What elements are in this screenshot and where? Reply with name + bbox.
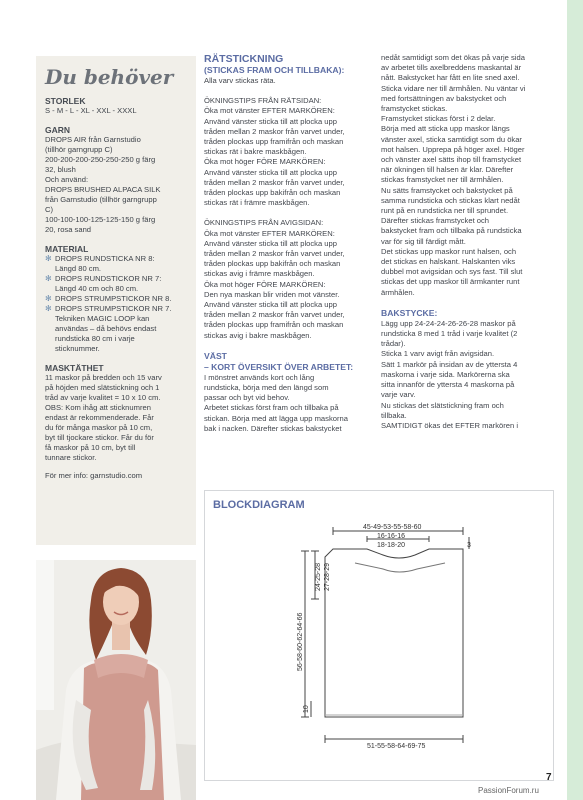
garn-line: (tillhör garngrupp C)	[45, 145, 113, 154]
garn-line: Och använd:	[45, 175, 89, 184]
text-line: bak i nacken. Därefter stickas bakstycket	[204, 423, 342, 433]
text-line: stickan. Börja med att lägga upp maskorna	[204, 413, 348, 423]
text-line: Börja med att sticka upp maskor längs	[381, 124, 510, 134]
bakstycke-text	[381, 319, 553, 431]
masktathet-line: tunnare stickor.	[45, 453, 97, 462]
text-line: Öka mot höger FÖRE MARKÖREN:	[204, 279, 326, 289]
model-photo-illustration	[36, 560, 196, 800]
garn-text	[45, 135, 188, 235]
material-name: DROPS RUNDSTICKA NR 8:	[55, 254, 155, 263]
text-line: runt på en rundsticka ner till sprundet.	[381, 206, 509, 216]
dim-neck-width-2: 18-18-20	[377, 542, 406, 549]
text-line: maskorna i varje sida. Markörerna ska	[381, 369, 510, 379]
text-line: Nu sätts framstycket och bakstycket på	[381, 185, 513, 195]
blockdiagram-title: BLOCKDIAGRAM	[213, 499, 305, 511]
bakstycke-title: BAKSTYCKE:	[381, 307, 438, 318]
materials-box	[36, 56, 196, 545]
material-detail: användas – då behövs endast	[55, 324, 157, 333]
text-line: ÖKNINGSTIPS FRÅN AVIGSIDAN:	[204, 218, 324, 228]
watermark: PassionForum.ru	[478, 786, 539, 795]
text-line: Den nya maskan blir vriden mot vänster.	[204, 289, 340, 299]
masktathet-text	[45, 373, 188, 463]
text-line: när ökningen till halsen är klar. Därefter	[381, 165, 514, 175]
text-line: Öka mot vänster EFTER MARKÖREN:	[204, 106, 335, 116]
text-line: rundsticka, börja med den längd som	[204, 383, 329, 393]
vast-title: VÄST	[204, 350, 227, 361]
garn-line: 200-200-200-250-250-250 g färg	[45, 155, 156, 164]
garment-outline	[325, 549, 463, 717]
side-color-strip	[567, 0, 583, 800]
material-detail: Tekniken MAGIC LOOP kan	[55, 314, 150, 323]
text-line: Öka mot vänster EFTER MARKÖREN:	[204, 228, 335, 238]
text-line: och vänster axel sätts ihop till framstycket	[381, 155, 522, 165]
dim-neck-width: 16-16-16	[377, 533, 406, 540]
text-line: stickas avig i främre maskbågen.	[204, 269, 315, 279]
text-line: ärmhålen.	[381, 287, 415, 297]
garn-line: 20, rosa sand	[45, 225, 92, 234]
masktathet-heading: MASKTÄTHET	[45, 363, 104, 373]
text-line: trådar).	[381, 339, 406, 349]
text-line: varje varv.	[381, 390, 416, 400]
bullet-star-icon: ✻	[45, 274, 52, 283]
bullet-star-icon: ✻	[45, 294, 52, 303]
ratstickning-subtitle: (STICKAS FRAM OCH TILLBAKA):	[204, 65, 345, 75]
text-line: Det stickas upp maskor runt halsen, och	[381, 246, 517, 256]
masktathet-line: tråd av varje kvalitet = 10 x 10 cm.	[45, 393, 161, 402]
dim-shoulder-slope: 3	[467, 542, 471, 549]
garn-line: 32, blush	[45, 165, 76, 174]
text-line: mot halsen. Upprepa på höger axel. Höger	[381, 144, 525, 154]
material-list	[45, 254, 188, 354]
okningstips-avigsidan	[204, 218, 374, 340]
text-line: med fortsättningen av bakstycket och	[381, 93, 507, 103]
material-item	[45, 294, 188, 304]
text-line: bakstycket fram och tillbaka på rundsticka	[381, 226, 522, 236]
material-item	[45, 304, 188, 354]
column-left	[204, 53, 374, 434]
text-line: Använd vänster sticka till att plocka upp	[204, 167, 337, 177]
text-line: tråden plockas upp framifrån och maskan	[204, 137, 344, 147]
text-line: stickas avig i bakre maskbågen.	[204, 330, 312, 340]
text-line: nedåt samtidigt som det ökas på varje sida	[381, 53, 525, 62]
text-line: passar och byt vid behov.	[204, 393, 290, 403]
text-line: Sticka vidare ner till ärmhålen. Nu väntar vi	[381, 83, 526, 93]
okningstips-ratsidan	[204, 96, 374, 208]
box-heading: Du behöver	[45, 65, 174, 89]
dim-total-length: 56-58-60-62-64-66	[297, 612, 304, 671]
material-detail: rundsticka 80 cm i varje	[55, 334, 135, 343]
material-detail: Längd 80 cm.	[55, 264, 102, 273]
text-line: Därefter stickas framstycket och	[381, 216, 490, 226]
blockdiagram-svg	[205, 491, 553, 780]
masktathet-line: på höjden med slätstickning och 1	[45, 383, 160, 392]
dim-split: 10	[303, 705, 310, 713]
text-line: Använd vänster sticka till att plocka upp	[204, 116, 337, 126]
text-line: tråden plockas upp bakifrån och maskan	[204, 259, 341, 269]
model-photo	[36, 560, 196, 800]
bullet-star-icon: ✻	[45, 254, 52, 263]
text-line: tråden mellan 2 maskor från varvet under,	[204, 249, 345, 259]
masktathet-line: OBS: Kom ihåg att sticknumren	[45, 403, 151, 412]
text-line: stickas det upp maskor till ärmkanter runt	[381, 277, 520, 287]
masktathet-line: byt till tjockare stickor. Får du för	[45, 433, 154, 442]
text-line: tråden plockas upp bakifrån och maskan	[204, 188, 341, 198]
text-line: Framstycket stickas först i 2 delar.	[381, 114, 496, 124]
text-line: I mönstret används kort och lång	[204, 372, 315, 382]
storlek-heading: STORLEK	[45, 96, 86, 106]
text-line: framstycket stickas.	[381, 104, 448, 114]
text-line: Sätt 1 markör på insidan av de yttersta 4	[381, 359, 518, 369]
text-line: sitta innanför de yttersta 4 maskorna på	[381, 380, 515, 390]
garn-line: från Garnstudio (tillhör garngrupp	[45, 195, 157, 204]
text-line: dubbel mot avigsidan och sys fast. Till slut	[381, 267, 523, 277]
text-line: stickas rät i främre maskbågen.	[204, 198, 310, 208]
dim-bottom-width: 51-55-58-64-69-75	[367, 743, 426, 750]
vast-text	[204, 373, 374, 434]
text-line: av arbetet tills axelbreddens maskantal är	[381, 63, 522, 73]
text-line: tråden mellan 2 maskor från varvet under,	[204, 310, 345, 320]
masktathet-line: få maskor på 10 cm, byt till	[45, 443, 136, 452]
text-line: det stickas en halskant. Halskanten viks	[381, 257, 516, 267]
storlek-values: S - M - L - XL - XXL - XXXL	[45, 106, 137, 115]
text-line: nått. Bakstycket har fått en lite sned axel.	[381, 73, 520, 83]
text-line: tråden mellan 2 maskor från varvet under,	[204, 177, 345, 187]
text-line: tråden plockas upp framifrån och maskan	[204, 320, 344, 330]
vast-subtitle: – KORT ÖVERSIKT ÖVER ARBETET:	[204, 361, 354, 372]
text-line: Använd vänster sticka till att plocka upp	[204, 300, 337, 310]
masktathet-line: endast är rekommenderade. Får	[45, 413, 154, 422]
material-item	[45, 274, 188, 294]
bullet-star-icon: ✻	[45, 304, 52, 313]
more-info: För mer info: garnstudio.com	[45, 471, 143, 480]
text-line: tråden mellan 2 maskor från varvet under,	[204, 126, 345, 136]
text-line: stickas framstycket ner till ärmhålen.	[381, 175, 504, 185]
dim-armhole-2: 27-28-29	[324, 562, 331, 591]
text-line: tillbaka.	[381, 410, 407, 420]
text-line: stickas rät i bakre maskbågen.	[204, 147, 307, 157]
blockdiagram-panel	[204, 490, 554, 781]
garn-line: DROPS BRUSHED ALPACA SILK	[45, 185, 161, 194]
text-line: Lägg upp 24-24-24-26-26-28 maskor på	[381, 318, 516, 328]
material-heading: MATERIAL	[45, 244, 89, 254]
text-line: Nu stickas det slätstickning fram och	[381, 400, 504, 410]
overview-continued-text	[381, 53, 553, 298]
garn-line: 100-100-100-125-125-150 g färg	[45, 215, 156, 224]
ratstickning-intro: Alla varv stickas räta.	[204, 76, 276, 85]
page-number: 7	[546, 772, 552, 783]
garn-line: C)	[45, 205, 54, 214]
ratstickning-title: RÄTSTICKNING	[204, 53, 284, 65]
text-line: Använd vänster sticka till att plocka upp	[204, 238, 337, 248]
text-line: Arbetet stickas först fram och tillbaka på	[204, 403, 339, 413]
text-line: var för sig till färdigt mått.	[381, 236, 466, 246]
text-line: SAMTIDIGT ökas det EFTER markören i	[381, 420, 519, 430]
material-item	[45, 254, 188, 274]
material-name: DROPS RUNDSTICKOR NR 7:	[55, 274, 162, 283]
text-line: ÖKNINGSTIPS FRÅN RÄTSIDAN:	[204, 96, 322, 106]
masktathet-line: 11 maskor på bredden och 15 varv	[45, 373, 162, 382]
masktathet-line: du för många maskor på 10 cm,	[45, 423, 153, 432]
text-line: vänster axel, sticka samtidigt som du ökar	[381, 134, 522, 144]
material-name: DROPS STRUMPSTICKOR NR 7.	[55, 304, 172, 313]
material-detail: sticknummer.	[55, 344, 100, 353]
garn-heading: GARN	[45, 125, 71, 135]
garn-line: DROPS AIR från Garnstudio	[45, 135, 141, 144]
column-right	[381, 53, 553, 431]
dim-top-width: 45-49-53-55-58-60	[363, 524, 422, 531]
text-line: Öka mot höger FÖRE MARKÖREN:	[204, 157, 326, 167]
text-line: rundsticka 8 med 1 tråd i varje kvalitet (2	[381, 329, 518, 339]
material-name: DROPS STRUMPSTICKOR NR 8.	[55, 294, 172, 303]
text-line: Sticka 1 varv avigt från avigsidan.	[381, 349, 495, 359]
dim-armhole-1: 24-25-28	[315, 562, 322, 591]
material-detail: Längd 40 cm och 80 cm.	[55, 284, 139, 293]
text-line: samma rundsticka och stickas klart nedåt	[381, 195, 520, 205]
